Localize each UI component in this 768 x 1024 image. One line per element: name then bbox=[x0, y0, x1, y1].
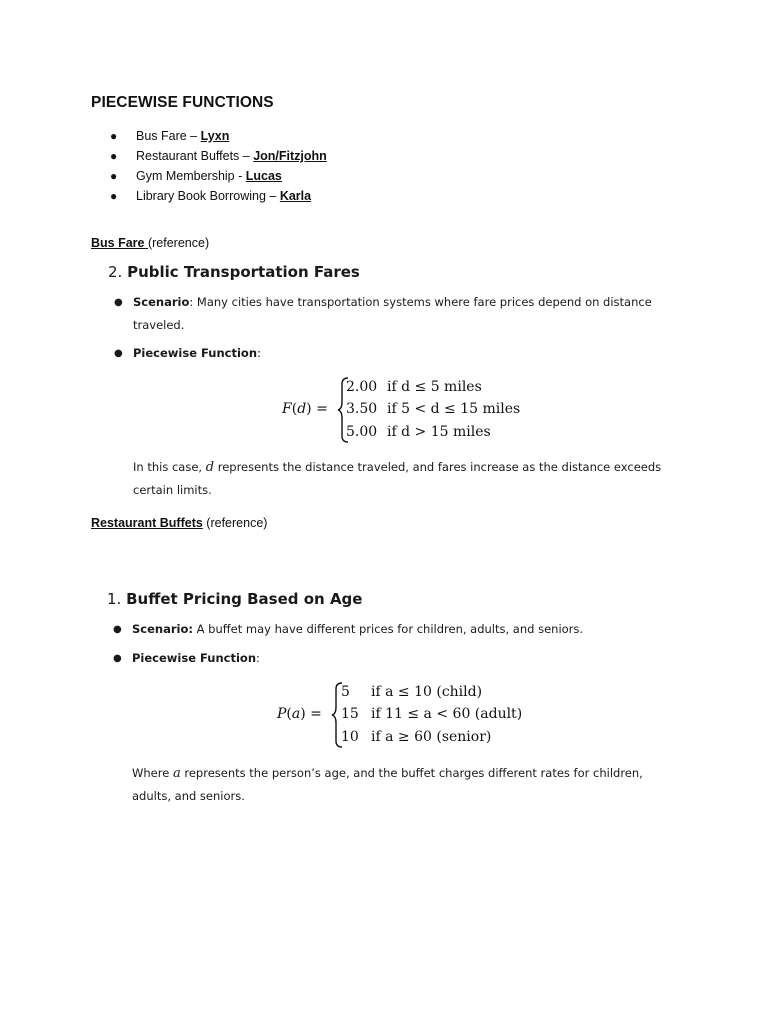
assignee-name: Lyxn bbox=[200, 129, 230, 143]
bus-fare-equation bbox=[282, 376, 582, 444]
buffet-scenario bbox=[113, 618, 652, 641]
row-value: 10 bbox=[341, 729, 359, 745]
function-label: Piecewise Function bbox=[133, 346, 258, 360]
note-pre: Where bbox=[132, 766, 173, 780]
scenario-label: Scenario bbox=[133, 295, 190, 309]
bullet-icon: ● bbox=[113, 653, 122, 664]
bullet-icon: ● bbox=[110, 189, 118, 203]
scenario-label: Scenario: bbox=[132, 622, 193, 636]
row-condition: if 11 ≤ a < 60 (adult) bbox=[371, 706, 523, 722]
buffet-equation bbox=[277, 681, 587, 749]
bus-fare-explanation bbox=[133, 456, 663, 502]
list-item bbox=[110, 187, 327, 207]
buffet-explanation bbox=[132, 762, 662, 808]
topic-list bbox=[110, 127, 327, 207]
bus-fare-reference bbox=[91, 236, 209, 250]
row-condition: if a ≤ 10 (child) bbox=[371, 684, 483, 700]
note-variable: d bbox=[205, 460, 215, 475]
topic-label: Restaurant Buffets – bbox=[136, 149, 254, 163]
list-item bbox=[110, 167, 327, 187]
row-condition: if 5 < d ≤ 15 miles bbox=[387, 401, 521, 417]
heading-number: 2. bbox=[108, 263, 128, 281]
equation-lhs: P(a) = bbox=[277, 706, 322, 722]
bullet-icon: ● bbox=[114, 297, 123, 308]
row-condition: if d > 15 miles bbox=[387, 424, 491, 440]
topic-label: Gym Membership - bbox=[136, 169, 246, 183]
function-colon: : bbox=[257, 346, 261, 360]
row-condition: if a ≥ 60 (senior) bbox=[371, 729, 492, 745]
restaurant-buffets-link[interactable]: Restaurant Buffets bbox=[91, 516, 203, 530]
buffet-heading bbox=[107, 590, 362, 608]
equation-lhs: F(d) = bbox=[282, 401, 328, 417]
heading-text: Public Transportation Fares bbox=[127, 263, 360, 281]
bus-fare-heading bbox=[108, 263, 360, 281]
scenario-text: A buffet may have different prices for children, adults, and seniors. bbox=[192, 622, 584, 636]
reference-note: (reference) bbox=[147, 236, 210, 250]
reference-note: (reference) bbox=[202, 516, 268, 530]
page-title: PIECEWISE FUNCTIONS bbox=[91, 94, 274, 111]
bullet-icon: ● bbox=[113, 624, 122, 635]
topic-label: Library Book Borrowing – bbox=[136, 189, 280, 203]
scenario-text: : Many cities have transportation systems where fare prices depend on distance traveled. bbox=[133, 295, 652, 332]
topic-label: Bus Fare – bbox=[136, 129, 201, 143]
bullet-icon: ● bbox=[114, 348, 123, 359]
row-condition: if d ≤ 5 miles bbox=[387, 379, 482, 395]
bullet-icon: ● bbox=[110, 129, 118, 143]
heading-number: 1. bbox=[107, 590, 127, 608]
assignee-name: Karla bbox=[279, 189, 312, 203]
row-value: 3.50 bbox=[346, 401, 378, 417]
bus-fare-link[interactable]: Bus Fare bbox=[91, 236, 148, 250]
note-variable: a bbox=[172, 766, 181, 781]
note-pre: In this case, bbox=[133, 460, 206, 474]
bullet-icon: ● bbox=[110, 169, 118, 183]
assignee-name: Lucas bbox=[245, 169, 282, 183]
heading-text: Buffet Pricing Based on Age bbox=[126, 590, 363, 608]
note-post: represents the person’s age, and the buffet charges different rates for children, adults, and seniors. bbox=[132, 766, 643, 803]
row-value: 15 bbox=[341, 706, 359, 722]
bullet-icon: ● bbox=[110, 149, 118, 163]
function-colon: : bbox=[256, 651, 260, 665]
row-value: 5 bbox=[341, 684, 350, 700]
assignee-name: Jon/Fitzjohn bbox=[253, 149, 327, 163]
row-value: 5.00 bbox=[346, 424, 378, 440]
note-post: represents the distance traveled, and fares increase as the distance exceeds certain limits. bbox=[133, 460, 662, 497]
bus-function-label bbox=[114, 342, 653, 365]
list-item bbox=[110, 127, 327, 147]
row-value: 2.00 bbox=[346, 379, 378, 395]
buffet-reference bbox=[91, 516, 267, 530]
bus-scenario bbox=[114, 291, 653, 337]
function-label: Piecewise Function bbox=[132, 651, 257, 665]
buffet-function-label bbox=[113, 647, 652, 670]
list-item bbox=[110, 147, 327, 167]
